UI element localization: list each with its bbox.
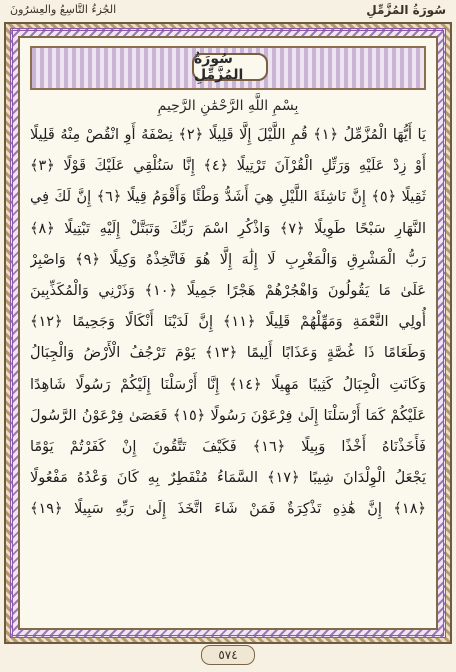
verse-line: وَكَانَتِ الْجِبَالُ كَثِيبًا مَهِيلًا ﴿١٤﴾ إِنَّا أَرْسَلْنَا إِلَيْكُمْ رَسُولًا شَاهِدًا <box>30 376 426 393</box>
basmala: بِسْمِ اللَّهِ الرَّحْمَٰنِ الرَّحِيمِ <box>157 98 299 114</box>
verse-line: النَّهَارِ سَبْحًا طَوِيلًا ﴿٧﴾ وَاذْكُرِ اسْمَ رَبِّكَ وَتَبَتَّلْ إِلَيْهِ تَبْتِيلًا ﴿٨﴾ <box>30 220 426 237</box>
verse-lines <box>30 120 426 525</box>
verse-line: رَبُّ الْمَشْرِقِ وَالْمَغْرِبِ لَا إِلَٰهَ إِلَّا هُوَ فَاتَّخِذْهُ وَكِيلًا ﴿٩﴾ وَاصْبِرْ <box>30 251 426 268</box>
surah-title-cartouche <box>192 53 268 81</box>
verse-line: عَلَىٰ مَا يَقُولُونَ وَاهْجُرْهُمْ هَجْرًا جَمِيلًا ﴿١٠﴾ وَذَرْنِي وَالْمُكَذِّبِينَ <box>30 282 426 299</box>
surah-title-banner <box>30 46 426 90</box>
verse-line: عَلَيْكُمْ كَمَا أَرْسَلْنَا إِلَىٰ فِرْعَوْنَ رَسُولًا ﴿١٥﴾ فَعَصَىٰ فِرْعَوْنُ الرَّسُولَ <box>30 407 426 424</box>
verse-line: ﴿١٨﴾ إِنَّ هَٰذِهِ تَذْكِرَةٌ فَمَنْ شَاءَ اتَّخَذَ إِلَىٰ رَبِّهِ سَبِيلًا ﴿١٩﴾ <box>30 501 426 518</box>
surah-title: سُورَةُ المُزَّمِّلِ <box>194 51 244 83</box>
page-number-badge <box>201 645 255 665</box>
verse-line: أُولِي النَّعْمَةِ وَمَهِّلْهُمْ قَلِيلًا ﴿١١﴾ إِنَّ لَدَيْنَا أَنْكَالًا وَجَحِيمًا ﴿١٢﴾ <box>30 314 426 331</box>
verse-line: يَا أَيُّهَا الْمُزَّمِّلُ ﴿١﴾ قُمِ اللَّيْلَ إِلَّا قَلِيلًا ﴿٢﴾ نِصْفَهُ أَوِ انْقُصْ مِنْهُ قَلِيلًا <box>30 127 426 143</box>
juz-name-header: الجُزءُ التَّاسِعُ والعِشرُونَ <box>10 3 117 16</box>
surah-name-header: سُورَةُ المُزَّمِّلِ <box>366 3 446 17</box>
verse-line: ثَقِيلًا ﴿٥﴾ إِنَّ نَاشِئَةَ اللَّيْلِ هِيَ أَشَدُّ وَطْئًا وَأَقْوَمُ قِيلًا ﴿٦﴾ إِنَّ لَكَ فِي <box>30 189 426 206</box>
verse-line: أَوْ زِدْ عَلَيْهِ وَرَتِّلِ الْقُرْآنَ تَرْتِيلًا ﴿٤﴾ إِنَّا سَنُلْقِي عَلَيْكَ قَوْلًا ﴿٣﴾ <box>30 158 426 175</box>
page-header <box>0 0 456 22</box>
page-number: ٥٧٤ <box>218 648 238 662</box>
verse-line: يَجْعَلُ الْوِلْدَانَ شِيبًا ﴿١٧﴾ السَّمَاءُ مُنْفَطِرٌ بِهِ كَانَ وَعْدُهُ مَفْعُولًا <box>30 470 426 487</box>
verse-line: وَطَعَامًا ذَا غُصَّةٍ وَعَذَابًا أَلِيمًا ﴿١٣﴾ يَوْمَ تَرْجُفُ الْأَرْضُ وَالْجِبَالُ <box>30 345 426 362</box>
verse-line: فَأَخَذْنَاهُ أَخْذًا وَبِيلًا ﴿١٦﴾ فَكَيْفَ تَتَّقُونَ إِنْ كَفَرْتُمْ يَوْمًا <box>30 438 426 455</box>
